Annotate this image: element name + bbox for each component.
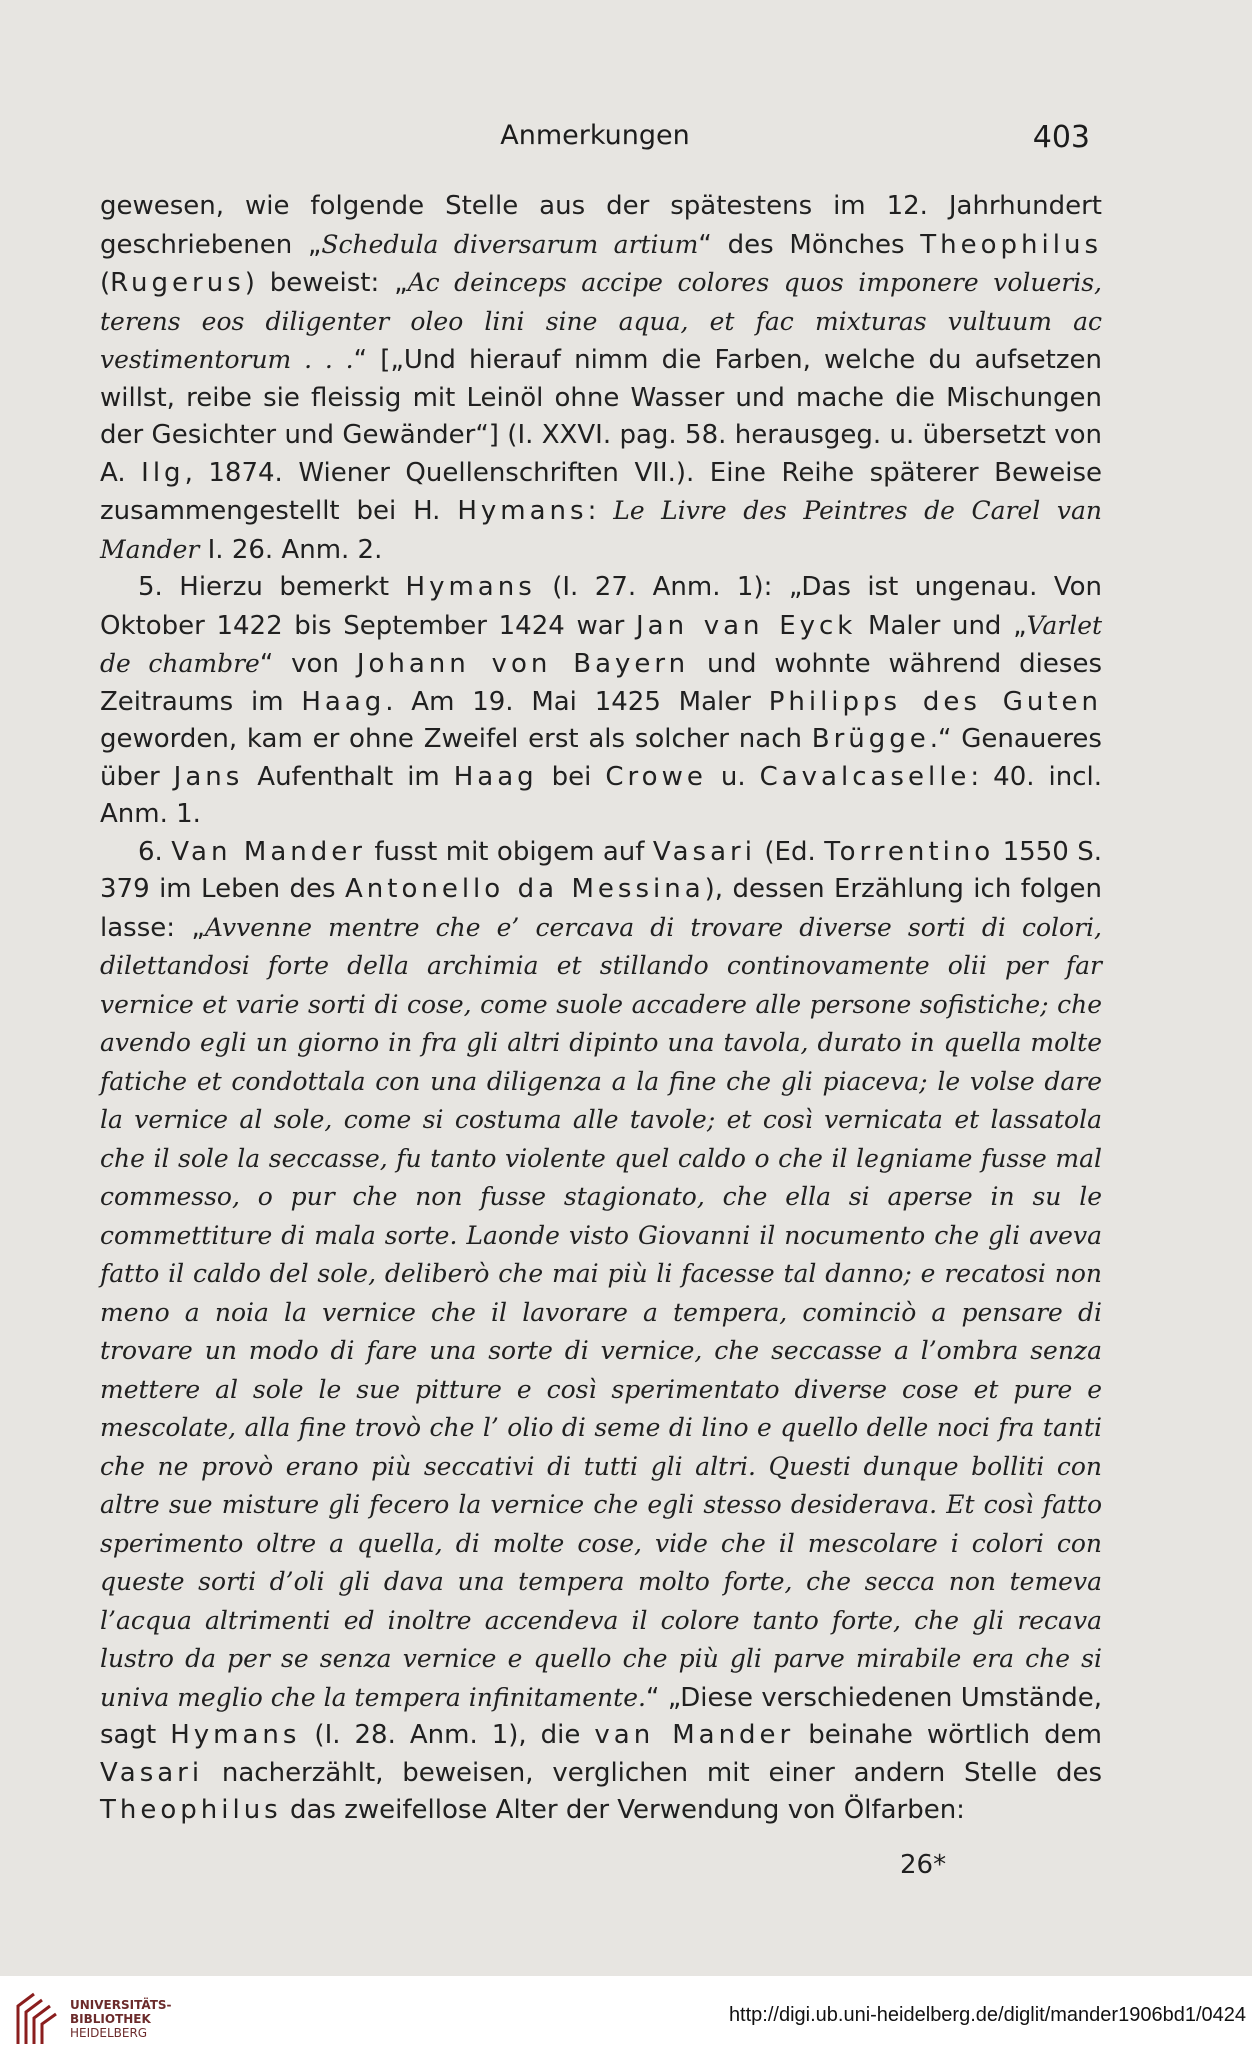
text-run: Aufenthalt im <box>243 761 454 792</box>
name-spaced: Haag <box>453 761 538 792</box>
text-run: .“ Genaueres über <box>100 724 1102 792</box>
text-run: . Am 19. Mai 1425 Maler <box>385 686 769 717</box>
text-run: bei <box>537 761 606 792</box>
text-run: I. 26. Anm. 2. <box>199 534 383 565</box>
institution-name <box>70 1998 172 2040</box>
title-italic: Varlet de chambre <box>100 610 1103 678</box>
name-spaced: Theophilus <box>920 229 1102 260</box>
name-spaced: Hymans <box>170 1720 301 1750</box>
name-spaced: Hymans <box>457 496 588 526</box>
footer-bar <box>0 1976 1260 2066</box>
name-spaced: Brügge <box>811 724 930 754</box>
text-run: “ [„Und hierauf nimm die Farben, welche du aufsetzen willst, reibe sie fleissig mit Leinöl ohne Wasser und mache die Mischungen der Gesichter und Gewänder“] (I. XXVI. pag. 58. herausgeg. u. übersetzt von A. <box>100 345 1102 488</box>
institution-line: BIBLIOTHEK <box>70 2012 151 2026</box>
text-run: ) beweist: „ <box>244 268 408 298</box>
library-logo-icon <box>12 1990 60 2048</box>
note-6 <box>100 834 1102 1830</box>
name-spaced: van Mander <box>594 1720 795 1750</box>
name-spaced: Jan van Eyck <box>636 610 857 641</box>
text-run: (I. 28. Anm. 1), die <box>300 1720 595 1750</box>
running-header <box>100 118 1090 158</box>
header-title: Anmerkungen <box>500 120 690 151</box>
text-run: “ von <box>259 649 357 679</box>
name-spaced: Theophilus <box>100 1795 282 1825</box>
note-5 <box>100 569 1102 834</box>
page-number: 403 <box>1032 120 1090 155</box>
text-run: (I. 27. Anm. 1): „Das ist ungenau. Von Oktober 1422 bis September 1424 war <box>100 572 1102 641</box>
name-spaced: Antonello da Messina <box>344 874 705 904</box>
text-run: “ des Mönches <box>698 229 921 260</box>
text-run: fusst mit obigem auf <box>365 836 653 867</box>
name-spaced: Cavalcaselle <box>759 761 971 792</box>
name-spaced: Philipps des Guten <box>768 686 1102 717</box>
name-spaced: Ilg <box>141 457 185 488</box>
text-run: das zweifellose Alter der Verwendung von Ölfarben: <box>281 1795 965 1825</box>
title-italic: Schedula diversarum artium <box>321 229 699 259</box>
text-run: 1550 S. 379 im Leben des <box>100 836 1103 904</box>
text-run: beinahe wörtlich dem <box>794 1720 1102 1750</box>
name-spaced: Rugerus <box>110 268 245 298</box>
text-run: ), dessen Erzählung ich folgen lasse: „ <box>100 874 1102 943</box>
text-run: nacherzählt, beweisen, verglichen mit einer andern Stelle des <box>203 1757 1102 1788</box>
title-italic: Le Livre des Peintres de Carel van Mander <box>100 496 1102 564</box>
source-url[interactable]: http://digi.ub.uni-heidelberg.de/diglit/mander1906bd1/0424 <box>728 2004 1246 2026</box>
text-run: gewesen, wie folgende Stelle aus der spätestens im 12. Jahrhundert geschriebenen „ <box>100 191 1102 260</box>
name-spaced: Torrentino <box>824 836 995 867</box>
text-run: 5. Hierzu bemerkt <box>138 572 406 602</box>
italian-quote: Avvenne mentre che e’ cercava di trovare diverse sorti di colori, dilettandosi forte della archimia et stillando continovamente olii per far vernice et varie sorti di cose, come suole accadere alle persone sofistiche; che avendo egli un giorno in fra gli altri dipinto una tavola, durato in quella molte fatiche et condottala con una diligenza a la fine che gli piaceva; le volse dare la vernice al sole, come si costuma alle tavole; et così vernicata et lassatola che il sole la seccasse, fu tanto violente quel caldo o che il legniame fusse mal commesso, o pur che non fusse stagionato, che ella si aperse in su le commettiture di mala sorte. Laonde visto Giovanni il nocumento che gli aveva fatto il caldo del sole, deliberò che mai più li facesse tal danno; e recatosi non meno a noia la vernice che il lavorare a tempera, cominciò a pensare di trovare un modo di fare una sorte di vernice, che seccasse a l’ombra senza mettere al sole le sue pitture e così sperimentato diverse cose et pure e mescolate, alla fine trovò che l’ olio di seme di lino e quello delle noci fra tanti che ne provò erano più seccativi di tutti gli altri. Questi dunque bolliti con altre sue misture gli fecero la vernice che egli stesso desiderava. Et così fatto sperimento oltre a quella, di molte cose, vide che il mescolare i colori con queste sorti d’oli gli dava una tempera molto forte, che secca non temeva l’acqua altrimenti ed inoltre accendeva il colore tanto forte, che gli recava lustro da per se senza vernice e quello che più gli parve mirabile era che si univa meglio che la tempera infinitamente. <box>100 912 1102 1712</box>
name-spaced: Haag <box>301 686 386 717</box>
signature-mark: 26* <box>900 1850 947 1880</box>
notes-body <box>100 188 1102 1830</box>
text-run: , 1874. Wiener Quellenschriften VII.). Eine Reihe späterer Beweise zusammengestellt bei H. <box>100 457 1102 526</box>
name-spaced: Vasari <box>652 836 756 867</box>
text-run: 6. <box>138 836 172 867</box>
text-run: : 40. incl. Anm. 1. <box>100 761 1103 829</box>
text-run: u. <box>706 761 760 792</box>
latin-quote: Ac deinceps accipe colores quos imponere volueris, terens eos diligenter oleo lini sine aqua, et fac mixturas vultuum ac vestimentorum . . . <box>100 268 1102 374</box>
name-spaced: Crowe <box>605 761 707 792</box>
note-paragraph <box>100 188 1102 569</box>
name-spaced: Vasari <box>100 1757 204 1788</box>
name-spaced: Jans <box>173 761 244 792</box>
text-run: ( <box>100 268 111 298</box>
text-run: (Ed. <box>755 836 825 867</box>
text-run: und wohnte während dieses Zeitraums im <box>100 649 1102 717</box>
name-spaced: Hymans <box>405 572 536 602</box>
text-run: : <box>587 496 614 526</box>
institution-line: HEIDELBERG <box>70 2026 148 2040</box>
name-spaced: Van Mander <box>171 836 366 867</box>
text-run: “ „Diese verschiedenen Umstände, sagt <box>100 1682 1102 1750</box>
text-run: geworden, kam er ohne Zweifel erst als solcher nach <box>100 724 812 754</box>
name-spaced: Johann von Bayern <box>356 649 690 679</box>
institution-line: UNIVERSITÄTS- <box>70 1998 172 2012</box>
text-run: Maler und „ <box>856 610 1027 641</box>
